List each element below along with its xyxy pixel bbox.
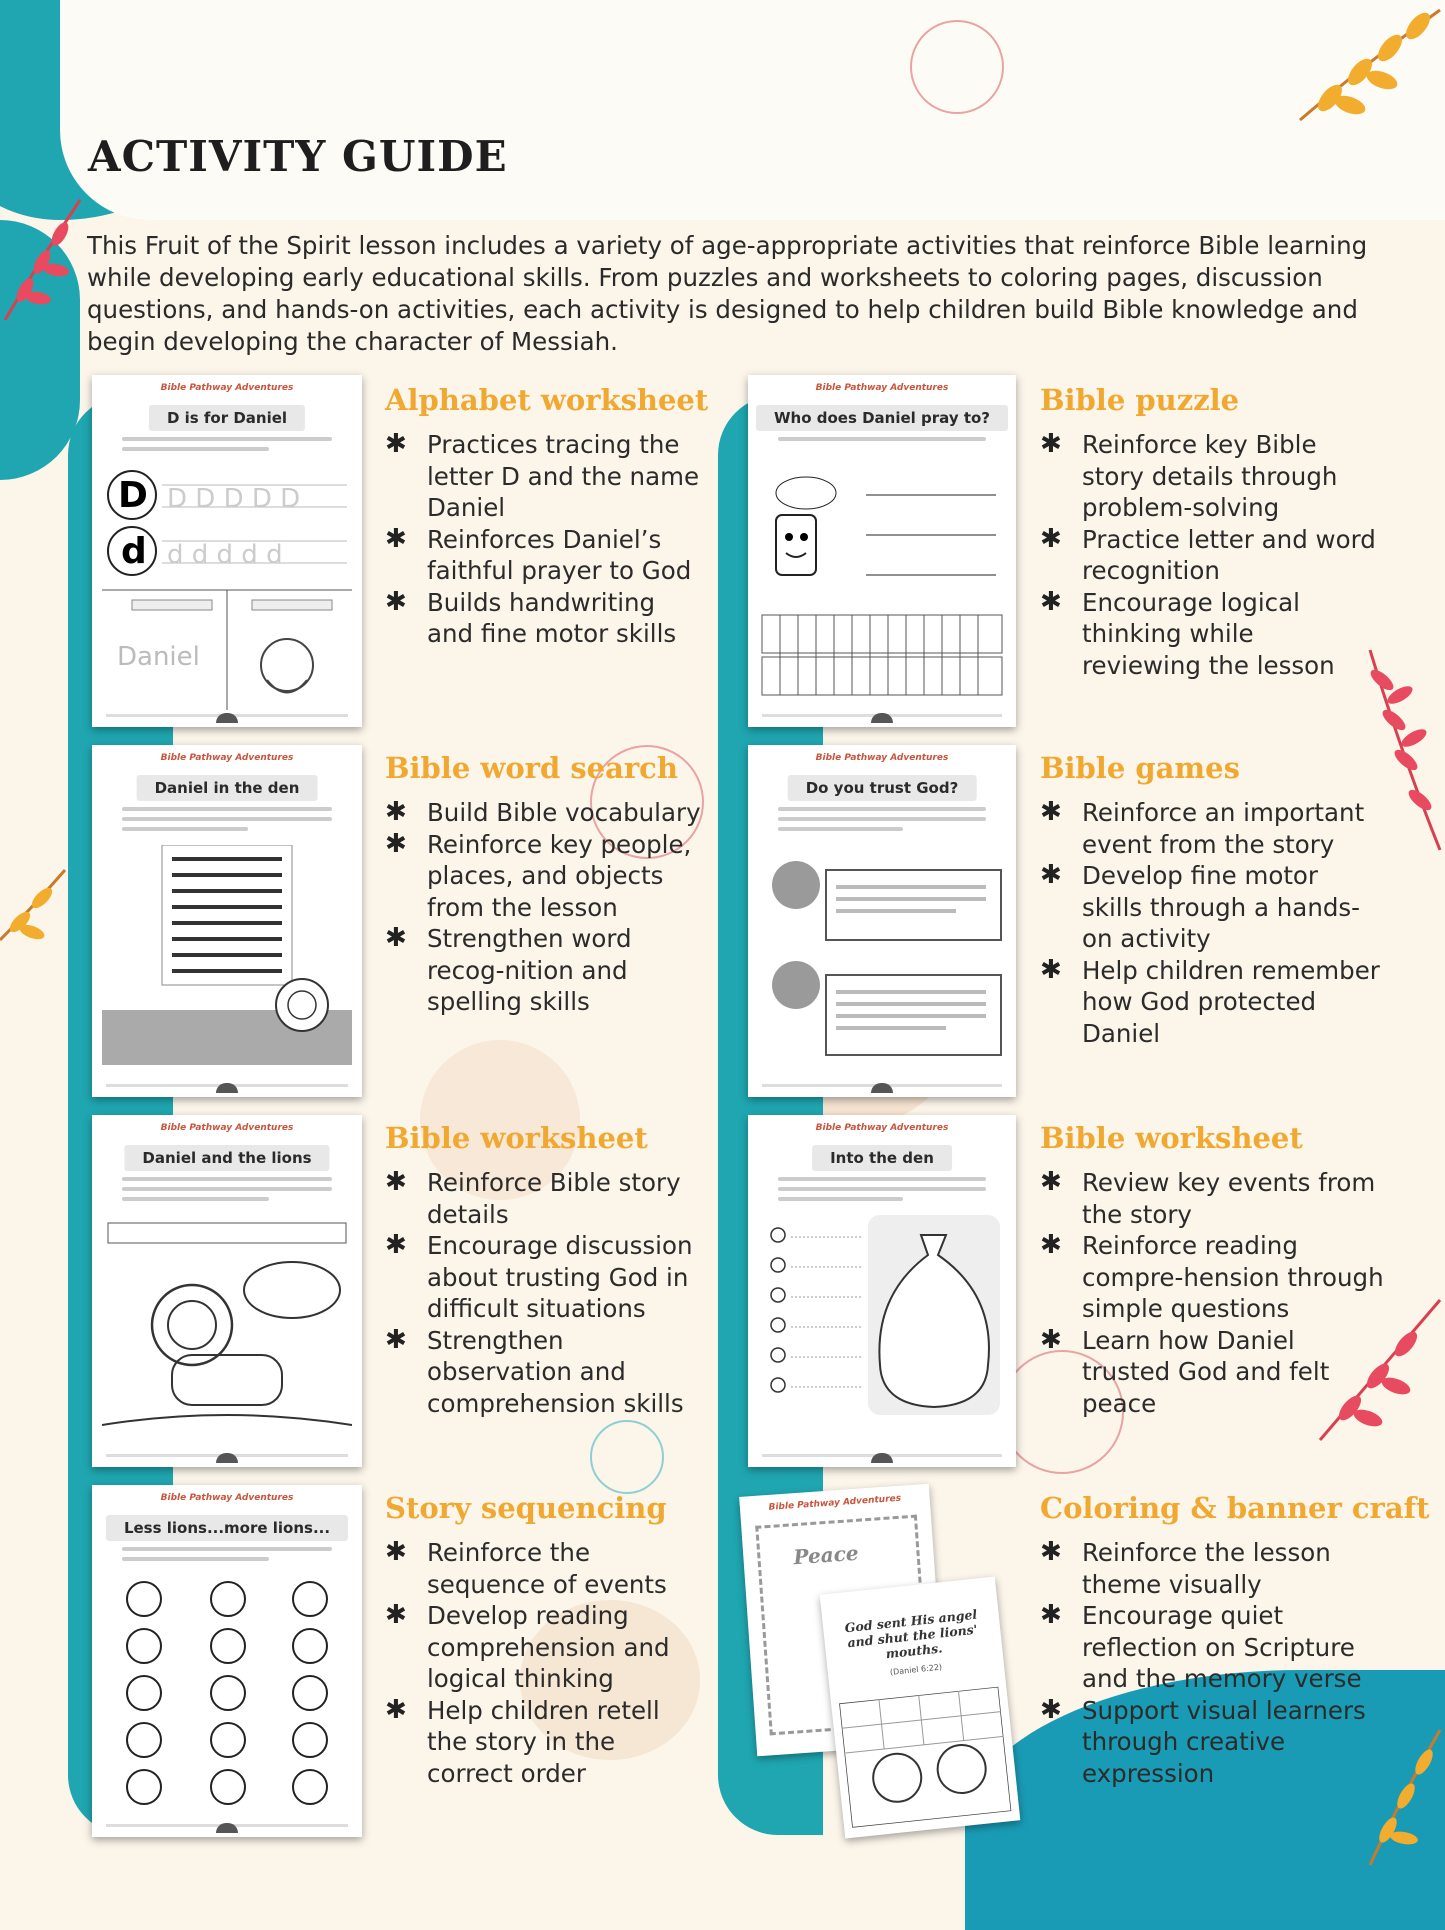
asterisk-bullet-icon: ✱ (385, 828, 407, 859)
bag-illustration (756, 1215, 1008, 1455)
section-heading: Bible word search (385, 751, 678, 785)
brand-logo: Bible Pathway Adventures (160, 383, 294, 393)
bullet-item (385, 1600, 705, 1695)
coloring-page-thumbnail (820, 1576, 1021, 1838)
asterisk-bullet-icon: ✱ (385, 1324, 407, 1355)
bullet-text: Strengthen word recog-nition and spelling skills (427, 924, 632, 1016)
code-puzzle-illustration (756, 465, 1008, 705)
asterisk-bullet-icon: ✱ (385, 586, 407, 617)
asterisk-bullet-icon: ✱ (1040, 1537, 1062, 1567)
brand-logo: Bible Pathway Adventures (160, 753, 294, 763)
svg-text:d d d d d: d d d d d (167, 540, 283, 570)
bullet-text: Reinforce reading compre-hension through simple questions (1082, 1231, 1384, 1323)
worksheet-title: D is for Daniel (149, 405, 305, 431)
worksheet-title: Do you trust God? (788, 775, 977, 801)
section-heading: Bible games (1040, 751, 1240, 785)
bullet-list (385, 797, 705, 1018)
bullet-text: Build Bible vocabulary (427, 798, 701, 827)
bullet-list (1040, 797, 1380, 1049)
asterisk-bullet-icon: ✱ (385, 523, 407, 554)
asterisk-bullet-icon: ✱ (1040, 523, 1062, 554)
word-search-grid-illustration (102, 845, 352, 1085)
memory-verse: God sent His angel and shut the lions' mouths. (844, 1606, 979, 1662)
worksheet-thumbnail-into-den (748, 1115, 1016, 1467)
asterisk-bullet-icon: ✱ (1040, 586, 1062, 617)
bullet-text: Reinforce the lesson theme visually (1082, 1538, 1331, 1599)
section-heading: Bible worksheet (1040, 1121, 1303, 1155)
brand-logo: Bible Pathway Adventures (815, 383, 949, 393)
worksheet-thumbnail-games (748, 745, 1016, 1097)
asterisk-bullet-icon: ✱ (385, 429, 407, 459)
bullet-item (1040, 429, 1380, 524)
bullet-text: Reinforce the sequence of events (427, 1538, 667, 1599)
section-heading: Coloring & banner craft (1040, 1491, 1430, 1525)
bullet-item (1040, 524, 1380, 587)
bullet-text: Reinforce key Bible story details through problem-solving (1082, 430, 1338, 522)
bullet-text: Encourage discussion about trusting God in difficult situations (427, 1231, 693, 1323)
bullet-list (1040, 1167, 1385, 1419)
worksheet-title: Into the den (812, 1145, 952, 1171)
worksheet-title: Less lions...more lions... (106, 1515, 348, 1541)
bullet-text: Reinforces Daniel’s faithful prayer to God (427, 524, 692, 585)
worksheet-thumbnail-coloring (92, 1115, 362, 1467)
worksheet-title: Who does Daniel pray to? (756, 405, 1008, 431)
asterisk-bullet-icon: ✱ (1040, 1167, 1062, 1197)
bullet-list (1040, 429, 1380, 681)
bullet-text: Reinforce an important event from the story (1082, 798, 1365, 859)
section-heading: Alphabet worksheet (385, 383, 709, 417)
bullet-text: Strengthen observation and comprehension skills (427, 1325, 684, 1418)
asterisk-bullet-icon: ✱ (1040, 1230, 1062, 1260)
asterisk-bullet-icon: ✱ (1040, 860, 1062, 890)
svg-text:D D D D D: D D D D D (167, 484, 301, 514)
svg-text:Daniel: Daniel (117, 642, 200, 672)
decorative-ring (910, 20, 1004, 114)
bullet-list (385, 1167, 705, 1419)
asterisk-bullet-icon: ✱ (1040, 429, 1062, 459)
bullet-list (1040, 1537, 1405, 1789)
bullet-item (1040, 1325, 1385, 1420)
decorative-ring (590, 1420, 664, 1494)
leaf-branch-icon (1290, 0, 1445, 130)
banner-word: Peace (792, 1540, 860, 1570)
asterisk-bullet-icon: ✱ (385, 1167, 407, 1197)
worksheet-title: Daniel and the lions (124, 1145, 329, 1171)
asterisk-bullet-icon: ✱ (385, 797, 407, 827)
bullet-item (385, 1695, 705, 1790)
svg-text:D: D (118, 475, 148, 516)
bullet-text: Builds handwriting and fine motor skills (427, 587, 677, 648)
worksheet-thumbnail-sequencing (92, 1485, 362, 1837)
bullet-item (385, 1230, 705, 1325)
section-heading: Bible puzzle (1040, 383, 1240, 417)
bullet-item (385, 1325, 705, 1420)
bullet-item (385, 524, 705, 587)
bullet-item (1040, 587, 1380, 682)
asterisk-bullet-icon: ✱ (385, 923, 407, 953)
bullet-item (1040, 1537, 1405, 1600)
worksheet-title: Daniel in the den (137, 775, 318, 801)
intro-paragraph: This Fruit of the Spirit lesson includes a variety of age-appropriate activities that reinforce Bible learning while developing early educational skills. From puzzles and worksheets to coloring pages, discussion questions, and hands-on activities, each activity is designed to help children build Bible knowledge and begin developing the character of Messiah. (87, 231, 1368, 356)
memory-verse-reference: (Daniel 6:22) (889, 1662, 943, 1677)
lions-coloring-illustration (839, 1687, 1011, 1828)
bullet-item (1040, 797, 1380, 860)
brand-logo: Bible Pathway Adventures (160, 1123, 294, 1133)
bullet-item (385, 429, 705, 524)
section-heading: Story sequencing (385, 1491, 667, 1525)
brand-logo: Bible Pathway Adventures (815, 753, 949, 763)
game-cards-illustration (756, 845, 1008, 1085)
asterisk-bullet-icon: ✱ (385, 1694, 407, 1725)
leaf-branch-icon (0, 860, 70, 950)
brand-logo: Bible Pathway Adventures (768, 1493, 902, 1513)
svg-text:d: d (121, 531, 147, 572)
header-band (60, 0, 1445, 220)
bullet-text: Practices tracing the letter D and the name Daniel (427, 430, 700, 522)
worksheet-thumbnail-word-search (92, 745, 362, 1097)
leaf-branch-icon (0, 190, 90, 330)
bullet-text: Review key events from the story (1082, 1168, 1376, 1229)
bullet-text: Practice letter and word recognition (1082, 524, 1376, 585)
bullet-text: Develop fine motor skills through a hands-on activity (1082, 861, 1361, 953)
asterisk-bullet-icon: ✱ (385, 1230, 407, 1260)
bullet-item (385, 1537, 705, 1600)
asterisk-bullet-icon: ✱ (1040, 1600, 1062, 1630)
brand-logo: Bible Pathway Adventures (160, 1493, 294, 1503)
bullet-item (1040, 1230, 1385, 1325)
section-heading: Bible worksheet (385, 1121, 648, 1155)
lion-illustration (102, 1215, 352, 1455)
asterisk-bullet-icon: ✱ (1040, 1694, 1062, 1725)
bullet-text: Encourage logical thinking while reviewing the lesson (1082, 587, 1335, 680)
bullet-item (385, 829, 705, 924)
bullet-text: Help children retell the story in the correct order (427, 1695, 660, 1788)
page-title: ACTIVITY GUIDE (88, 132, 508, 181)
asterisk-bullet-icon: ✱ (385, 1537, 407, 1567)
bullet-item (1040, 1695, 1405, 1790)
bullet-text: Learn how Daniel trusted God and felt peace (1082, 1325, 1330, 1418)
bullet-list (385, 429, 705, 650)
bullet-item (1040, 1600, 1405, 1695)
bullet-text: Reinforce Bible story details (427, 1168, 681, 1229)
asterisk-bullet-icon: ✱ (385, 1600, 407, 1630)
worksheet-thumbnail-alphabet (92, 375, 362, 727)
bullet-text: Develop reading comprehension and logical thinking (427, 1601, 670, 1693)
bullet-text: Encourage quiet reflection on Scripture and the memory verse (1082, 1601, 1362, 1693)
asterisk-bullet-icon: ✱ (1040, 954, 1062, 985)
bullet-item (385, 797, 705, 829)
bullet-text: Reinforce key people, places, and objects from the lesson (427, 829, 692, 922)
bullet-item (1040, 860, 1380, 955)
tracing-letters-illustration (102, 465, 352, 725)
bullet-item (385, 1167, 705, 1230)
bullet-item (385, 923, 705, 1018)
bullet-list (385, 1537, 705, 1789)
brand-logo: Bible Pathway Adventures (815, 1123, 949, 1133)
asterisk-bullet-icon: ✱ (1040, 1324, 1062, 1355)
asterisk-bullet-icon: ✱ (1040, 797, 1062, 827)
bullet-text: Help children remember how God protected Daniel (1082, 955, 1380, 1048)
bullet-item (1040, 1167, 1385, 1230)
instructions-lines (122, 437, 332, 457)
bullet-item (385, 587, 705, 650)
bullet-item (1040, 955, 1380, 1050)
worksheet-thumbnail-puzzle (748, 375, 1016, 727)
bullet-text: Support visual learners through creative expression (1082, 1695, 1366, 1788)
